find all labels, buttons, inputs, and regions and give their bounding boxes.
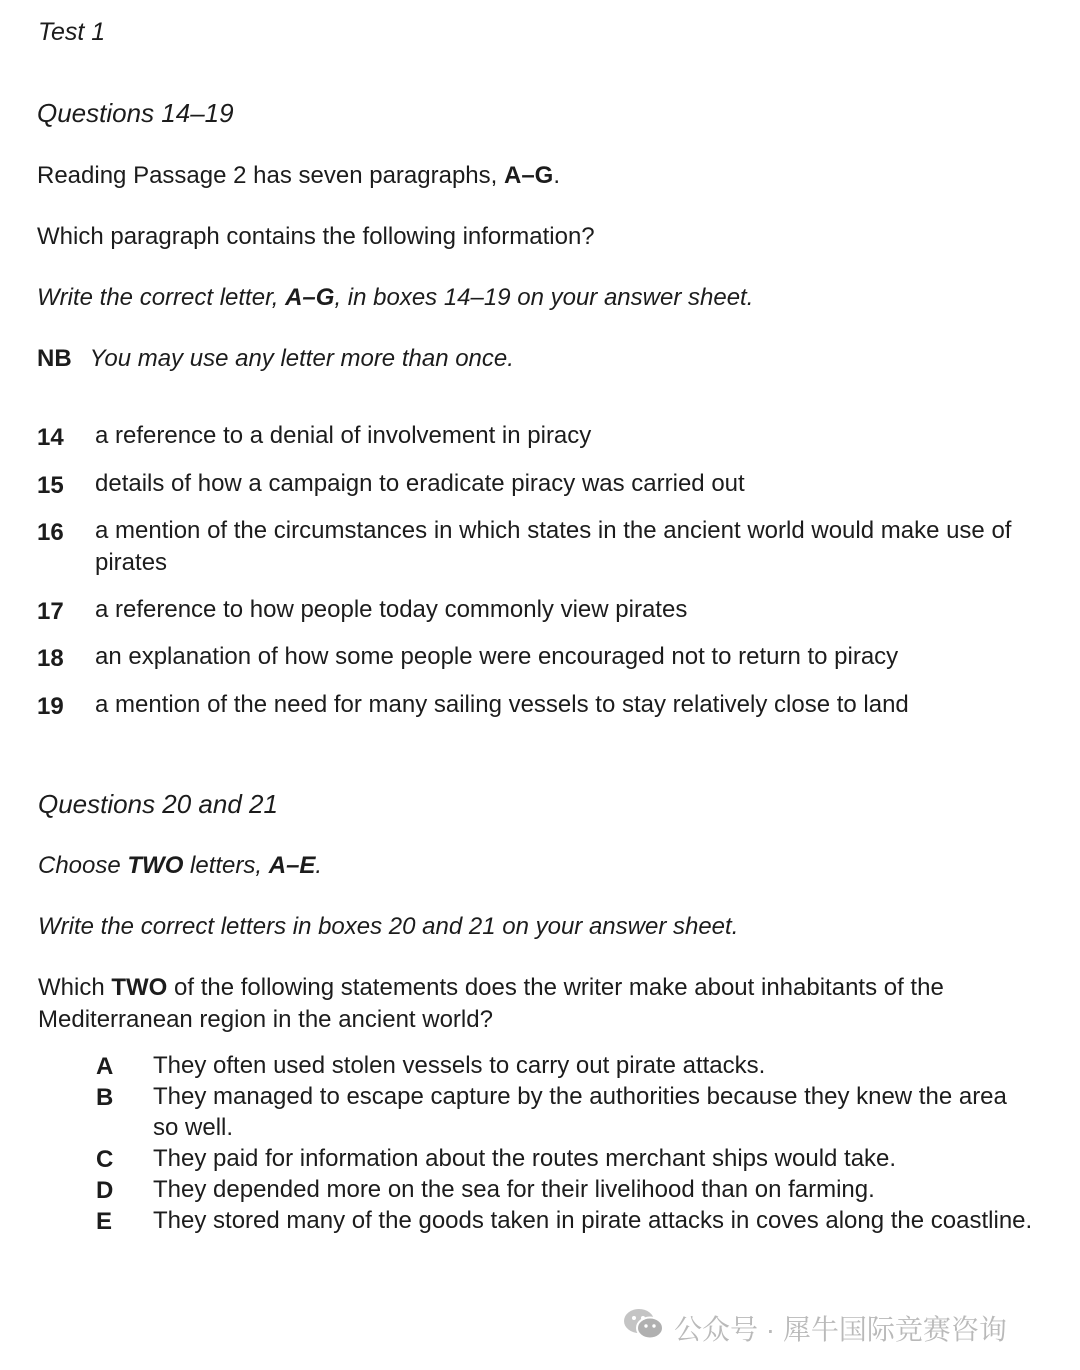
section2-heading: Questions 20 and 21 <box>38 789 278 819</box>
instr-c-bold: A–G <box>285 284 335 311</box>
question-post: of the following statements does the writer make about inhabitants of the Mediterranean region in the ancient world? <box>38 974 944 1033</box>
question-number: 19 <box>37 693 64 720</box>
option-letter: E <box>96 1208 113 1235</box>
instr-c-post: , in boxes 14–19 on your answer sheet. <box>334 284 754 311</box>
choose-bold2: A–E <box>268 852 316 879</box>
question-number: 17 <box>37 598 64 625</box>
question-text: a reference to a denial of involvement in piracy <box>95 422 592 449</box>
question-number: 18 <box>37 645 64 672</box>
section1-instruction-a <box>37 162 560 190</box>
question-number: 15 <box>37 472 64 499</box>
question-bold: TWO <box>111 974 168 1001</box>
question-text: a mention of the circumstances in which states in the ancient world would make use of pirates <box>95 517 1012 576</box>
instr-a-post: . <box>553 162 561 189</box>
nb-text: You may use any letter more than once. <box>89 345 514 372</box>
section1-heading: Questions 14–19 <box>37 98 234 128</box>
section2-question <box>38 972 1038 1036</box>
choose-post: . <box>315 852 323 879</box>
option-letter: C <box>96 1146 114 1173</box>
instr-a-pre: Reading Passage 2 has seven paragraphs, <box>37 162 504 189</box>
section1-instruction-c <box>37 284 753 312</box>
option-text: They depended more on the sea for their livelihood than on farming. <box>153 1176 875 1203</box>
instr-c-pre: Write the correct letter, <box>37 284 286 311</box>
question-text: an explanation of how some people were encouraged not to return to piracy <box>95 643 899 670</box>
option-text: They often used stolen vessels to carry out pirate attacks. <box>153 1052 766 1079</box>
question-number: 16 <box>37 519 64 546</box>
section1-instruction-b: Which paragraph contains the following information? <box>37 223 595 250</box>
option-text: They paid for information about the routes merchant ships would take. <box>153 1145 897 1172</box>
nb-note <box>37 345 514 373</box>
question-number: 14 <box>37 424 64 451</box>
choose-bold: TWO <box>127 852 184 879</box>
option-letter: B <box>96 1084 114 1111</box>
section2-write-instruction: Write the correct letters in boxes 20 and 21 on your answer sheet. <box>38 913 739 940</box>
choose-pre: Choose <box>38 852 128 879</box>
option-text: They managed to escape capture by the authorities because they knew the area so well. <box>153 1083 1007 1141</box>
choose-mid: letters, <box>183 852 269 879</box>
section2-choose-instruction <box>38 852 322 880</box>
question-pre: Which <box>38 974 112 1001</box>
nb-label: NB <box>37 345 72 372</box>
question-text: a reference to how people today commonly view pirates <box>95 596 688 623</box>
watermark <box>622 1306 1007 1349</box>
question-text: details of how a campaign to eradicate piracy was carried out <box>95 470 745 497</box>
wechat-icon <box>622 1306 666 1349</box>
watermark-text: 公众号 · 犀牛国际竞赛咨询 <box>674 1313 1007 1345</box>
page-header: Test 1 <box>38 18 106 46</box>
option-letter: D <box>96 1177 114 1204</box>
question-text: a mention of the need for many sailing vessels to stay relatively close to land <box>95 691 909 718</box>
option-text: They stored many of the goods taken in pirate attacks in coves along the coastline. <box>153 1207 1033 1234</box>
option-letter: A <box>96 1053 114 1080</box>
instr-a-bold: A–G <box>503 162 554 189</box>
